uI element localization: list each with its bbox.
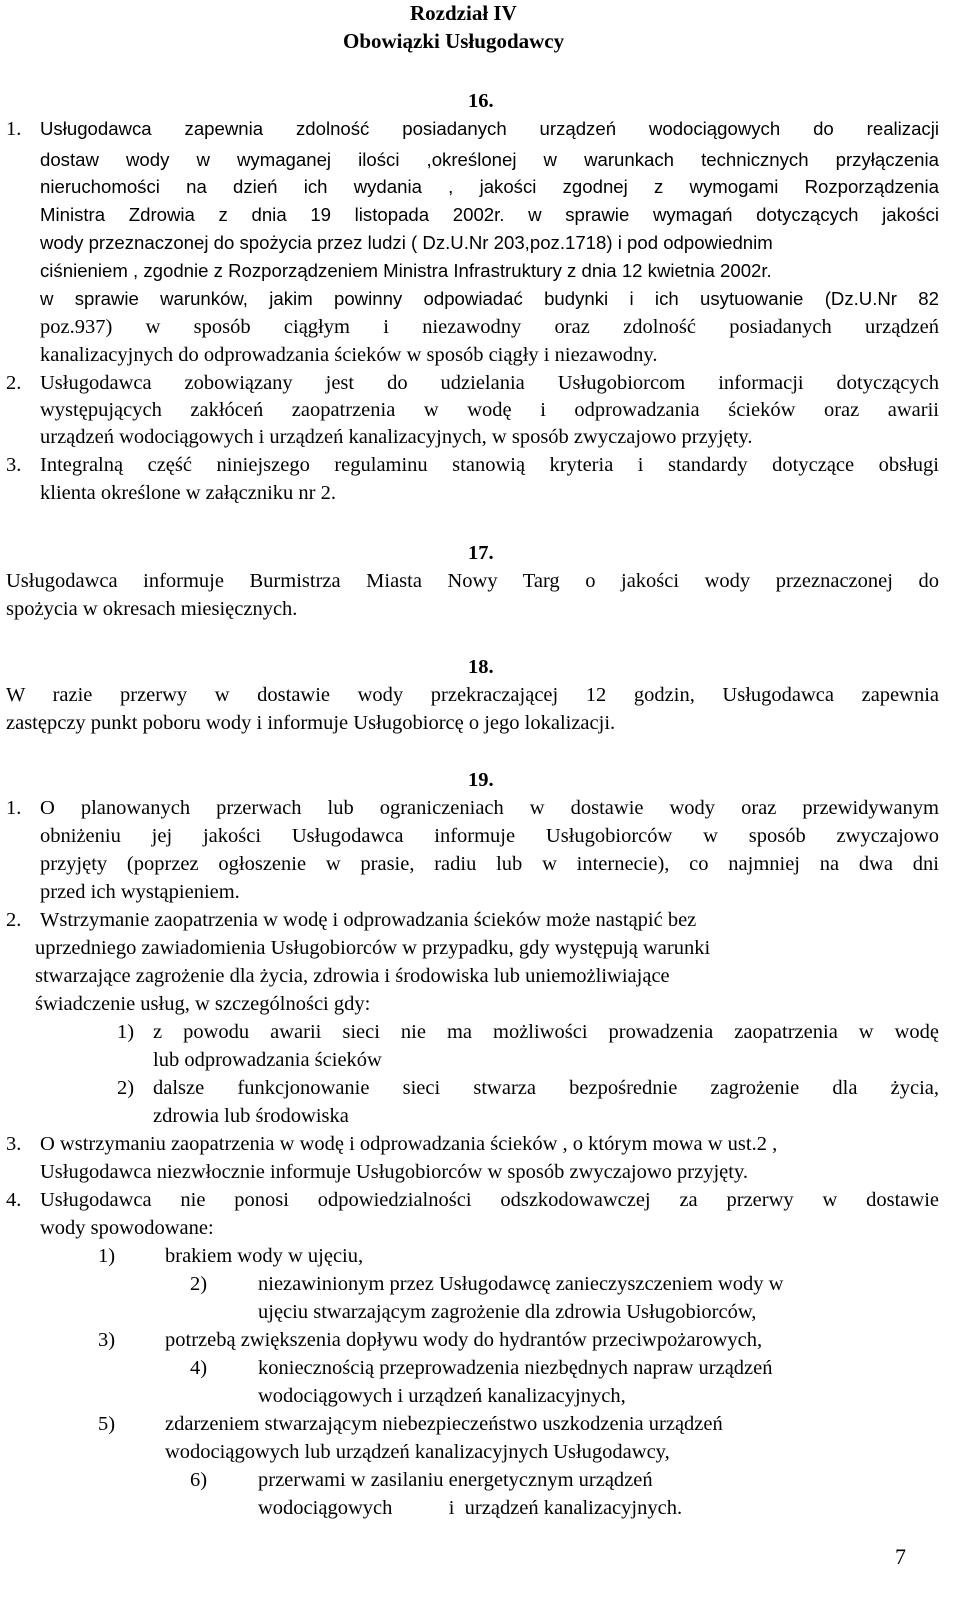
- s19-p1-number: 1.: [6, 797, 22, 819]
- s19-p3-line: Usługodawca niezwłocznie informuje Usługobiorców w sposób zwyczajowo przyjęty.: [40, 1161, 749, 1183]
- page-number: 7: [895, 1544, 906, 1569]
- s19-p2-line: uprzedniego zawiadomienia Usługobiorców w przypadku, gdy występują warunki: [35, 937, 711, 959]
- section-16-heading: 16.: [468, 90, 494, 112]
- section-18-heading: 18.: [468, 656, 494, 678]
- s19-p4-item-number: 6): [190, 1469, 208, 1491]
- s19-p4-item-line: przerwami w zasilaniu energetycznym urządzeń: [258, 1469, 653, 1491]
- section-17-heading: 17.: [468, 542, 494, 564]
- s19-p4-number: 4.: [6, 1189, 22, 1211]
- s19-p1-line: przed ich wystąpieniem.: [40, 881, 240, 903]
- s16-p2-number: 2.: [6, 372, 22, 394]
- s19-p2-line: świadczenie usług, w szczególności gdy:: [35, 993, 371, 1015]
- s19-p1-line: obniżeniu jej jakości Usługodawca informuje Usługobiorców w sposób zwyczajowo: [40, 825, 939, 847]
- chapter-title: Obowiązki Usługodawcy: [343, 29, 565, 53]
- s19-p2-item-line: dalsze funkcjonowanie sieci stwarza bezpośrednie zagrożenie dla życia,: [153, 1077, 939, 1099]
- s16-p3-line: Integralną część niniejszego regulaminu stanowią kryteria i standardy dotyczące obsługi: [40, 454, 939, 476]
- s19-p4-item-number: 2): [190, 1273, 208, 1295]
- section-19-heading: 19.: [468, 769, 494, 791]
- s19-p4-item-line: koniecznością przeprowadzenia niezbędnych napraw urządzeń: [258, 1357, 773, 1379]
- s19-p4-item-line: ujęciu stwarzającym zagrożenie dla zdrowia Usługobiorców,: [258, 1301, 757, 1323]
- s19-p2-line: stwarzające zagrożenie dla życia, zdrowia i środowiska lub uniemożliwiające: [35, 965, 670, 987]
- s16-p1-line: kanalizacyjnych do odprowadzania ścieków w sposób ciągły i niezawodny.: [40, 344, 658, 366]
- s19-p1-line: przyjęty (poprzez ogłoszenie w prasie, radiu lub w internecie), co najmniej na dwa dni: [40, 853, 939, 875]
- s16-p2-line: urządzeń wodociągowych i urządzeń kanalizacyjnych, w sposób zwyczajowo przyjęty.: [40, 426, 753, 448]
- s16-p1-line: wody przeznaczonej do spożycia przez ludzi ( Dz.U.Nr 203,poz.1718) i pod odpowiednim: [40, 232, 773, 253]
- s17-line: spożycia w okresach miesięcznych.: [6, 598, 298, 620]
- s19-p4-item-number: 5): [98, 1413, 116, 1435]
- s16-p2-line: Usługodawca zobowiązany jest do udzielania Usługobiorcom informacji dotyczących: [40, 372, 939, 394]
- s16-p3-line: klienta określone w załączniku nr 2.: [40, 482, 336, 504]
- s19-p4-item-line: niezawinionym przez Usługodawcę zanieczyszczeniem wody w: [258, 1273, 784, 1295]
- s16-p1-line: w sprawie warunków, jakim powinny odpowiadać budynki i ich usytuowanie (Dz.U.Nr 82: [40, 288, 939, 309]
- s17-line: Usługodawca informuje Burmistrza Miasta Nowy Targ o jakości wody przeznaczonej do: [6, 570, 939, 592]
- s19-p2-item-line: zdrowia lub środowiska: [153, 1105, 349, 1127]
- s19-p4-line: wody spowodowane:: [40, 1217, 214, 1239]
- s19-p2-item-line: z powodu awarii sieci nie ma możliwości prowadzenia zaopatrzenia w wodę: [153, 1021, 939, 1043]
- s19-p3-line: O wstrzymaniu zaopatrzenia w wodę i odprowadzania ścieków , o którym mowa w ust.2 ,: [40, 1133, 778, 1155]
- s19-p1-line: O planowanych przerwach lub ograniczeniach w dostawie wody oraz przewidywanym: [40, 797, 939, 819]
- s19-p2-item-number: 1): [117, 1021, 135, 1043]
- s19-p2-item-number: 2): [117, 1077, 135, 1099]
- chapter-label: Rozdział IV: [410, 1, 517, 25]
- s16-p1-line: poz.937) w sposób ciągłym i niezawodny oraz zdolność posiadanych urządzeń: [40, 316, 939, 338]
- s19-p4-item-number: 3): [98, 1329, 116, 1351]
- s19-p2-line: Wstrzymanie zaopatrzenia w wodę i odprowadzania ścieków może nastąpić bez: [40, 909, 697, 931]
- s16-p1-line: Usługodawca zapewnia zdolność posiadanych urządzeń wodociągowych do realizacji: [40, 118, 939, 139]
- s16-p1-line: dostaw wody w wymaganej ilości ,określonej w warunkach technicznych przyłączenia: [40, 149, 939, 170]
- s19-p4-item-line: brakiem wody w ujęciu,: [165, 1245, 364, 1267]
- s19-p4-item-number: 1): [98, 1245, 116, 1267]
- s16-p1-line: Ministra Zdrowia z dnia 19 listopada 2002r. w sprawie wymagań dotyczących jakości: [40, 204, 939, 225]
- s19-p4-item-line: wodociągowych i urządzeń kanalizacyjnych.: [258, 1497, 683, 1519]
- s19-p2-item-line: lub odprowadzania ścieków: [153, 1049, 382, 1071]
- s19-p4-item-line: zdarzeniem stwarzającym niebezpieczeństwo uszkodzenia urządzeń: [165, 1413, 723, 1435]
- s19-p2-number: 2.: [6, 909, 22, 931]
- s19-p4-line: Usługodawca nie ponosi odpowiedzialności odszkodowawczej za przerwy w dostawie: [40, 1189, 939, 1211]
- s16-p1-number: 1.: [6, 118, 22, 140]
- s19-p3-number: 3.: [6, 1133, 22, 1155]
- s16-p2-line: występujących zakłóceń zaopatrzenia w wodę i odprowadzania ścieków oraz awarii: [40, 399, 939, 421]
- s19-p4-item-line: wodociągowych i urządzeń kanalizacyjnych,: [258, 1385, 626, 1407]
- s18-line: W razie przerwy w dostawie wody przekraczającej 12 godzin, Usługodawca zapewnia: [6, 684, 939, 706]
- s19-p4-item-number: 4): [190, 1357, 208, 1379]
- s16-p1-line: ciśnieniem , zgodnie z Rozporządzeniem Ministra Infrastruktury z dnia 12 kwietnia 2002r.: [40, 260, 772, 281]
- s19-p4-item-line: wodociągowych lub urządzeń kanalizacyjnych Usługodawcy,: [165, 1441, 670, 1463]
- s19-p4-item-line: potrzebą zwiększenia dopływu wody do hydrantów przeciwpożarowych,: [165, 1329, 763, 1351]
- s16-p3-number: 3.: [6, 454, 22, 476]
- s16-p1-line: nieruchomości na dzień ich wydania , jakości zgodnej z wymogami Rozporządzenia: [40, 176, 939, 197]
- s18-line: zastępczy punkt poboru wody i informuje Usługobiorcę o jego lokalizacji.: [6, 712, 616, 734]
